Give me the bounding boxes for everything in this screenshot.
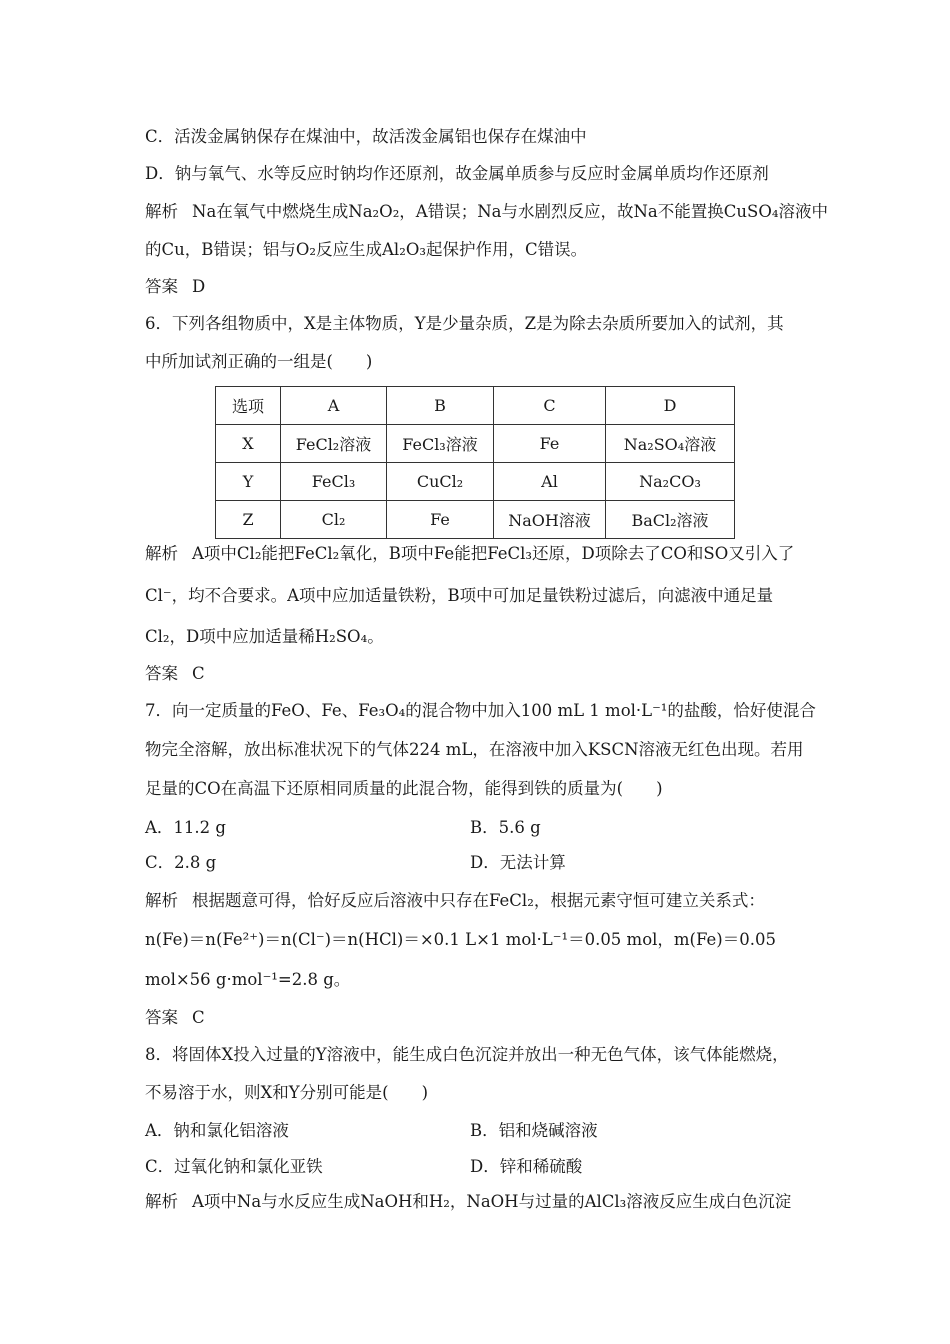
q7-answer — [145, 1008, 205, 1028]
q7-analysis-text-1: 根据题意可得，恰好反应后溶液中只存在FeCl₂，根据元素守恒可建立关系式： — [192, 891, 765, 910]
q7-analysis-line-1 — [145, 891, 765, 911]
q6-analysis-line-3: Cl₂，D项中应加适量稀H₂SO₄。 — [145, 627, 384, 646]
q7-analysis-label: 解析 — [145, 891, 178, 910]
q7-option-b: B．5.6 g — [470, 818, 541, 837]
table-header-cell: 选项 — [216, 387, 281, 425]
table-header-cell: D — [606, 387, 735, 425]
table-cell: BaCl₂溶液 — [606, 501, 735, 539]
q5-analysis-line-2: 的Cu，B错误；铝与O₂反应生成Al₂O₃起保护作用，C错误。 — [145, 240, 588, 259]
q5-answer-label: 答案 — [145, 277, 178, 296]
table-cell: CuCl₂ — [387, 463, 494, 501]
q7-option-a: A．11.2 g — [145, 818, 226, 837]
q7-answer-label: 答案 — [145, 1008, 178, 1027]
table-header-cell: C — [494, 387, 606, 425]
q8-analysis-line-1 — [145, 1192, 791, 1212]
q5-option-d: D．钠与氧气、水等反应时钠均作还原剂，故金属单质参与反应时金属单质均作还原剂 — [145, 164, 769, 183]
q5-answer-value: D — [192, 277, 206, 296]
q7-stem-line-1: 7．向一定质量的FeO、Fe、Fe₃O₄的混合物中加入100 mL 1 mol·L⁻¹的盐酸，恰好使混合 — [145, 701, 816, 720]
q7-stem-line-2: 物完全溶解，放出标准状况下的气体224 mL，在溶液中加入KSCN溶液无红色出现。若用 — [145, 740, 804, 759]
q6-answer — [145, 664, 205, 684]
table-cell: Na₂CO₃ — [606, 463, 735, 501]
table-cell: Cl₂ — [281, 501, 387, 539]
q5-analysis-label: 解析 — [145, 202, 178, 221]
q6-analysis-line-2: Cl⁻，均不合要求。A项中应加适量铁粉，B项中可加足量铁粉过滤后，向滤液中通足量 — [145, 586, 774, 605]
q8-option-d: D．锌和稀硫酸 — [470, 1157, 583, 1176]
table-header-cell: B — [387, 387, 494, 425]
table-row — [216, 463, 735, 501]
q6-options-table — [215, 386, 735, 539]
q5-analysis-line-1 — [145, 202, 828, 222]
table-header-row — [216, 387, 735, 425]
table-cell: Al — [494, 463, 606, 501]
table-cell: Y — [216, 463, 281, 501]
q8-option-b: B．铝和烧碱溶液 — [470, 1121, 598, 1140]
table-cell: Na₂SO₄溶液 — [606, 425, 735, 463]
table-row — [216, 501, 735, 539]
q8-analysis-text-1: A项中Na与水反应生成NaOH和H₂，NaOH与过量的AlCl₃溶液反应生成白色沉淀 — [192, 1192, 792, 1211]
q7-stem-line-3: 足量的CO在高温下还原相同质量的此混合物，能得到铁的质量为( ) — [145, 779, 663, 798]
q7-options-row-2 — [145, 853, 566, 873]
q6-analysis-text-1: A项中Cl₂能把FeCl₂氧化，B项中Fe能把FeCl₃还原，D项除去了CO和SO又引入了 — [192, 544, 795, 563]
q7-answer-value: C — [192, 1008, 205, 1027]
q7-option-d: D．无法计算 — [470, 853, 566, 872]
q7-option-c: C．2.8 g — [145, 853, 217, 872]
table-cell: X — [216, 425, 281, 463]
q8-option-a: A．钠和氯化铝溶液 — [145, 1121, 289, 1140]
q8-analysis-label: 解析 — [145, 1192, 178, 1211]
q5-answer — [145, 277, 205, 297]
q7-analysis-line-2: n(Fe)＝n(Fe²⁺)＝n(Cl⁻)＝n(HCl)＝×0.1 L×1 mol·L⁻¹＝0.05 mol，m(Fe)＝0.05 — [145, 930, 776, 949]
table-cell: Z — [216, 501, 281, 539]
q7-analysis-line-3: mol×56 g·mol⁻¹=2.8 g。 — [145, 970, 351, 989]
table-cell: FeCl₂溶液 — [281, 425, 387, 463]
q7-options-row-1 — [145, 818, 541, 838]
table-cell: Fe — [494, 425, 606, 463]
q8-option-c: C．过氧化钠和氯化亚铁 — [145, 1157, 323, 1176]
table-cell: NaOH溶液 — [494, 501, 606, 539]
table-row — [216, 425, 735, 463]
q6-answer-value: C — [192, 664, 205, 683]
q5-option-c: C．活泼金属钠保存在煤油中，故活泼金属铝也保存在煤油中 — [145, 127, 587, 146]
q8-options-row-2 — [145, 1157, 583, 1177]
q8-stem-line-2: 不易溶于水，则X和Y分别可能是( ) — [145, 1083, 429, 1102]
q6-stem-line-2: 中所加试剂正确的一组是( ) — [145, 352, 373, 371]
table-cell: FeCl₃ — [281, 463, 387, 501]
table-header-cell: A — [281, 387, 387, 425]
table-cell: FeCl₃溶液 — [387, 425, 494, 463]
q6-stem-line-1: 6．下列各组物质中，X是主体物质，Y是少量杂质，Z是为除去杂质所要加入的试剂，其 — [145, 314, 784, 333]
q8-options-row-1 — [145, 1121, 598, 1141]
table-cell: Fe — [387, 501, 494, 539]
q6-answer-label: 答案 — [145, 664, 178, 683]
q6-analysis-line-1 — [145, 544, 794, 564]
q6-analysis-label: 解析 — [145, 544, 178, 563]
q8-stem-line-1: 8．将固体X投入过量的Y溶液中，能生成白色沉淀并放出一种无色气体，该气体能燃烧， — [145, 1045, 789, 1064]
q5-analysis-text-1: Na在氧气中燃烧生成Na₂O₂，A错误；Na与水剧烈反应，故Na不能置换CuSO₄溶液中 — [192, 202, 828, 221]
